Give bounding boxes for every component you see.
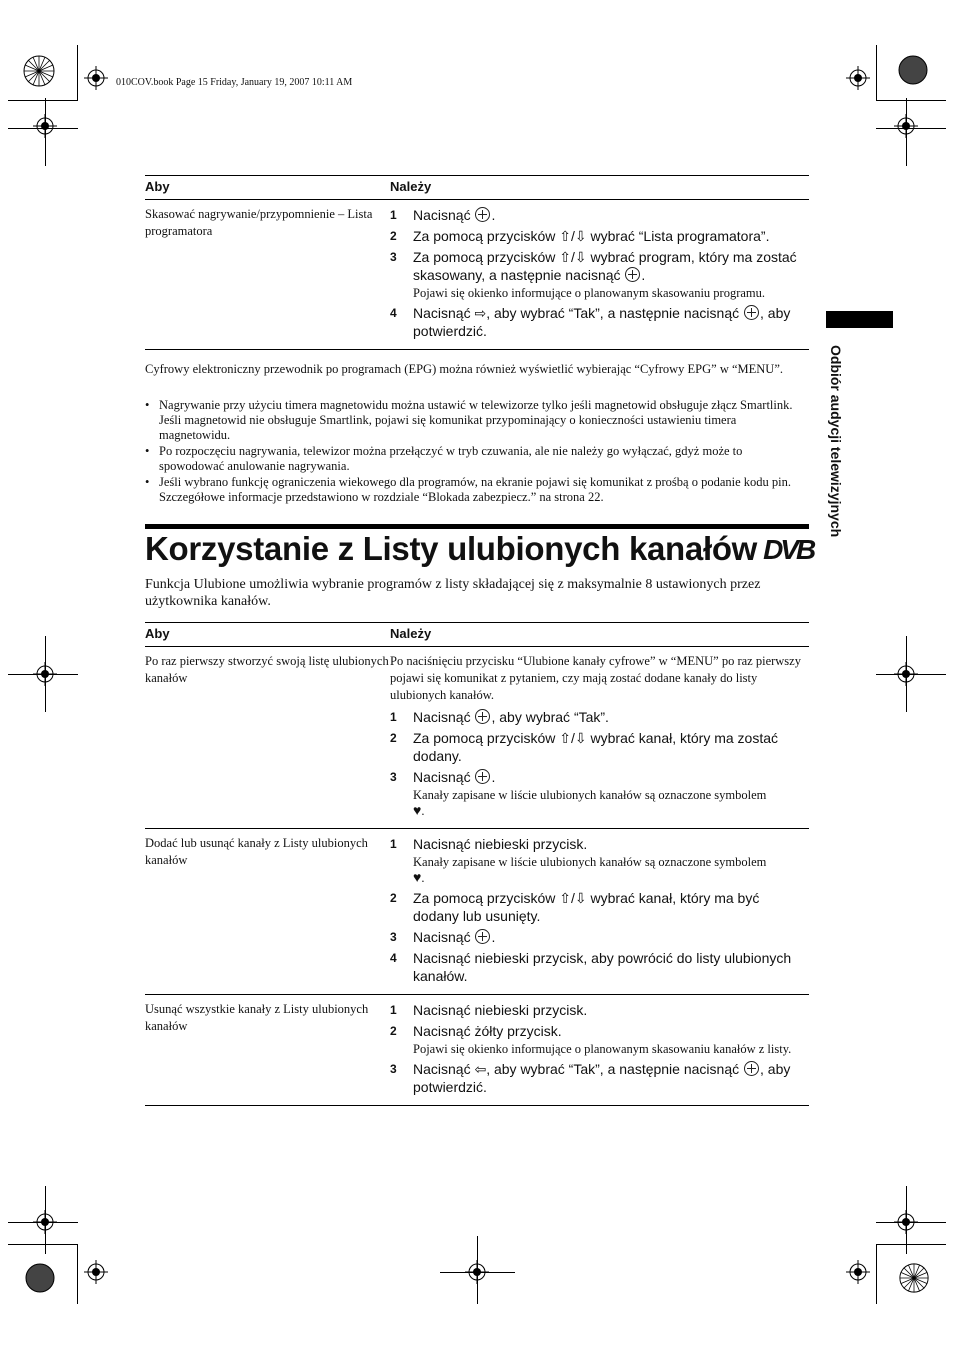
enter-button-icon — [625, 267, 640, 282]
crosshair-icon — [894, 114, 918, 138]
table-row — [145, 995, 809, 1106]
enter-button-icon — [475, 769, 490, 784]
crosshair-icon — [33, 114, 57, 138]
registration-dot-icon — [24, 1262, 56, 1294]
step-item: 2 Za pomocą przycisków ⇧/⇩ wybrać kanał, który ma być dodany lub usunięty. — [390, 890, 760, 924]
table-row — [145, 647, 809, 829]
list-item: • Po rozpoczęciu nagrywania, telewizor można przełączyć w tryb czuwania, ale nie należy go wyłączać, gdyż może to spowodować anulowanie nagrywania. — [145, 444, 809, 474]
list-item: • Nagrywanie przy użyciu timera magnetowidu można ustawić w telewizorze tylko jeśli magnetowid obsługuje złącz Smartlink. Jeśli magnetowid nie obsługuje Smartlink, pojawi się komunikat przypominający o konieczności ustawieniu timera magnetowidu. — [145, 398, 809, 443]
crosshair-icon — [465, 1260, 489, 1284]
step-item: 2 Za pomocą przycisków ⇧/⇩ wybrać “Lista programatora”. — [390, 228, 770, 244]
step-note: Pojawi się okienko informujące o planowanym skasowaniu kanałów z listy. — [413, 1042, 792, 1056]
column-header-aby: Aby — [145, 623, 390, 647]
steps-cell — [390, 200, 809, 350]
crosshair-icon — [894, 662, 918, 686]
section-description: Funkcja Ulubione umożliwia wybranie programów z listy składającej się z maksymalnie 8 ustawionych przez użytkownika kanałów. — [145, 577, 761, 609]
column-header-nalezy: Należy — [390, 623, 809, 647]
crosshair-icon — [846, 1260, 870, 1284]
registration-wheel-icon — [22, 54, 56, 88]
print-header: 010COV.book Page 15 Friday, January 19, 2007 10:11 AM — [116, 77, 353, 88]
column-header-nalezy: Należy — [390, 176, 809, 200]
action-cell: Po raz pierwszy stworzyć swoją listę ulubionych kanałów — [145, 647, 390, 829]
action-cell: Dodać lub usunąć kanały z Listy ulubionych kanałów — [145, 829, 390, 995]
enter-button-icon — [475, 929, 490, 944]
step-item: 1 Nacisnąć niebieski przycisk. — [390, 1002, 588, 1018]
enter-button-icon — [744, 1061, 759, 1076]
procedure-table-timer — [145, 175, 809, 350]
heart-icon: ♥ — [413, 804, 422, 819]
table-row — [145, 200, 809, 350]
notes-list — [145, 398, 809, 506]
registration-wheel-icon — [898, 1262, 930, 1294]
side-section-label: Odbiór audycji telewizyjnych — [828, 345, 844, 538]
row-intro: Po naciśnięciu przycisku “Ulubione kanały cyfrowe” w “MENU” po raz pierwszy pojawi się komunikat z pytaniem, czy mają zostać dodane kanały do listy ulubionych kanałów. — [390, 654, 801, 702]
enter-button-icon — [475, 709, 490, 724]
crosshair-icon — [894, 1210, 918, 1234]
registration-dot-icon — [897, 54, 929, 86]
step-note: Kanały zapisane w liście ulubionych kanałów są oznaczone symbolem ♥. — [413, 788, 767, 819]
step-item: 2 Nacisnąć żółty przycisk. Pojawi się okienko informujące o planowanym skasowaniu kanałów z listy. — [390, 1022, 809, 1057]
steps-cell — [390, 995, 809, 1106]
step-item: 3 Nacisnąć . Kanały zapisane w liście ulubionych kanałów są oznaczone symbolem ♥. — [390, 768, 809, 819]
steps-cell — [390, 647, 809, 829]
enter-button-icon — [475, 207, 490, 222]
step-note: Kanały zapisane w liście ulubionych kanałów są oznaczone symbolem ♥. — [413, 855, 767, 886]
step-item: 3 Za pomocą przycisków ⇧/⇩ wybrać program, który ma zostać skasowany, a następnie nacisnąć . Pojawi się okienko informujące o planowanym skasowaniu programu. — [390, 248, 809, 301]
heart-icon: ♥ — [413, 871, 422, 886]
procedure-table-favourites — [145, 622, 809, 1106]
step-item: 3 Nacisnąć ⇦, aby wybrać “Tak”, a następnie nacisnąć , aby potwierdzić. — [390, 1061, 791, 1095]
section-title-rule — [145, 524, 809, 529]
table-row — [145, 829, 809, 995]
step-item: 1 Nacisnąć niebieski przycisk. Kanały zapisane w liście ulubionych kanałów są oznaczone symbolem ♥. — [390, 835, 809, 886]
step-item: 3 Nacisnąć . — [390, 929, 496, 945]
dvb-logo-icon: DVB — [763, 534, 814, 565]
section-title: Korzystanie z Listy ulubionych kanałów DVB — [145, 530, 814, 567]
steps-cell — [390, 829, 809, 995]
crosshair-icon — [84, 1260, 108, 1284]
crosshair-icon — [84, 66, 108, 90]
step-item: 1 Nacisnąć , aby wybrać “Tak”. — [390, 709, 609, 725]
step-item: 2 Za pomocą przycisków ⇧/⇩ wybrać kanał, który ma zostać dodany. — [390, 730, 779, 764]
enter-button-icon — [744, 305, 759, 320]
action-cell: Usunąć wszystkie kanały z Listy ulubionych kanałów — [145, 995, 390, 1106]
step-note: Pojawi się okienko informujące o planowanym skasowaniu programu. — [413, 286, 766, 300]
crosshair-icon — [33, 1210, 57, 1234]
list-item: • Jeśli wybrano funkcję ograniczenia wiekowego dla programów, na ekranie pojawi się komunikat z prośbą o podanie kodu pin. Szczegółowe informacje przedstawiono w rozdziale “Blokada zabezpiecz.” na strona 22. — [145, 475, 809, 505]
side-tab-marker — [826, 311, 893, 328]
crosshair-icon — [33, 662, 57, 686]
step-item: 1 Nacisnąć . — [390, 207, 496, 223]
epg-note: Cyfrowy elektroniczny przewodnik po programach (EPG) można również wyświetlić wybierając “Cyfrowy EPG” w “MENU”. — [145, 362, 783, 376]
crosshair-icon — [846, 66, 870, 90]
step-item: 4 Nacisnąć ⇨, aby wybrać “Tak”, a następnie nacisnąć , aby potwierdzić. — [390, 305, 791, 339]
action-cell: Skasować nagrywanie/przypomnienie – Lista programatora — [145, 200, 390, 350]
column-header-aby: Aby — [145, 176, 390, 200]
step-item: 4 Nacisnąć niebieski przycisk, aby powrócić do listy ulubionych kanałów. — [390, 950, 792, 984]
